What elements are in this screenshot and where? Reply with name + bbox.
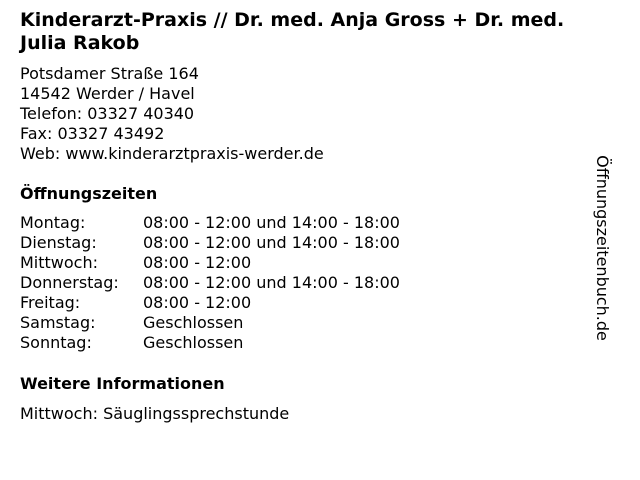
opening-hours-heading: Öffnungszeiten bbox=[20, 184, 158, 203]
address-block bbox=[20, 64, 324, 164]
hours-row-wednesday bbox=[20, 253, 400, 273]
hours-row-friday bbox=[20, 293, 400, 313]
practice-title: Kinderarzt-Praxis // Dr. med. Anja Gross + Dr. med. Julia Rakob bbox=[20, 9, 565, 54]
hours-row-saturday bbox=[20, 313, 400, 333]
hours-day: Freitag: bbox=[20, 293, 81, 312]
opening-hours-table bbox=[20, 213, 400, 353]
hours-row-sunday bbox=[20, 333, 400, 353]
hours-time: 08:00 - 12:00 und 14:00 - 18:00 bbox=[143, 213, 400, 232]
further-info-text: Mittwoch: Säuglingssprechstunde bbox=[20, 404, 290, 423]
hours-time: 08:00 - 12:00 und 14:00 - 18:00 bbox=[143, 273, 400, 292]
further-info-heading: Weitere Informationen bbox=[20, 374, 225, 393]
street-address: Potsdamer Straße 164 bbox=[20, 64, 199, 83]
website: Web: www.kinderarztpraxis-werder.de bbox=[20, 144, 324, 163]
hours-time: 08:00 - 12:00 bbox=[143, 293, 252, 312]
hours-time: 08:00 - 12:00 und 14:00 - 18:00 bbox=[143, 233, 400, 252]
hours-row-thursday bbox=[20, 273, 400, 293]
hours-row-monday bbox=[20, 213, 400, 233]
hours-time: Geschlossen bbox=[143, 333, 244, 352]
hours-row-tuesday bbox=[20, 233, 400, 253]
site-watermark-label: Öffnungszeitenbuch.de bbox=[593, 155, 612, 341]
hours-day: Dienstag: bbox=[20, 233, 97, 252]
hours-day: Sonntag: bbox=[20, 333, 92, 352]
hours-day: Samstag: bbox=[20, 313, 96, 332]
city-address: 14542 Werder / Havel bbox=[20, 84, 195, 103]
fax-number: Fax: 03327 43492 bbox=[20, 124, 165, 143]
hours-day: Donnerstag: bbox=[20, 273, 119, 292]
hours-time: Geschlossen bbox=[143, 313, 244, 332]
hours-day: Montag: bbox=[20, 213, 86, 232]
phone-number: Telefon: 03327 40340 bbox=[20, 104, 195, 123]
hours-day: Mittwoch: bbox=[20, 253, 98, 272]
hours-time: 08:00 - 12:00 bbox=[143, 253, 252, 272]
